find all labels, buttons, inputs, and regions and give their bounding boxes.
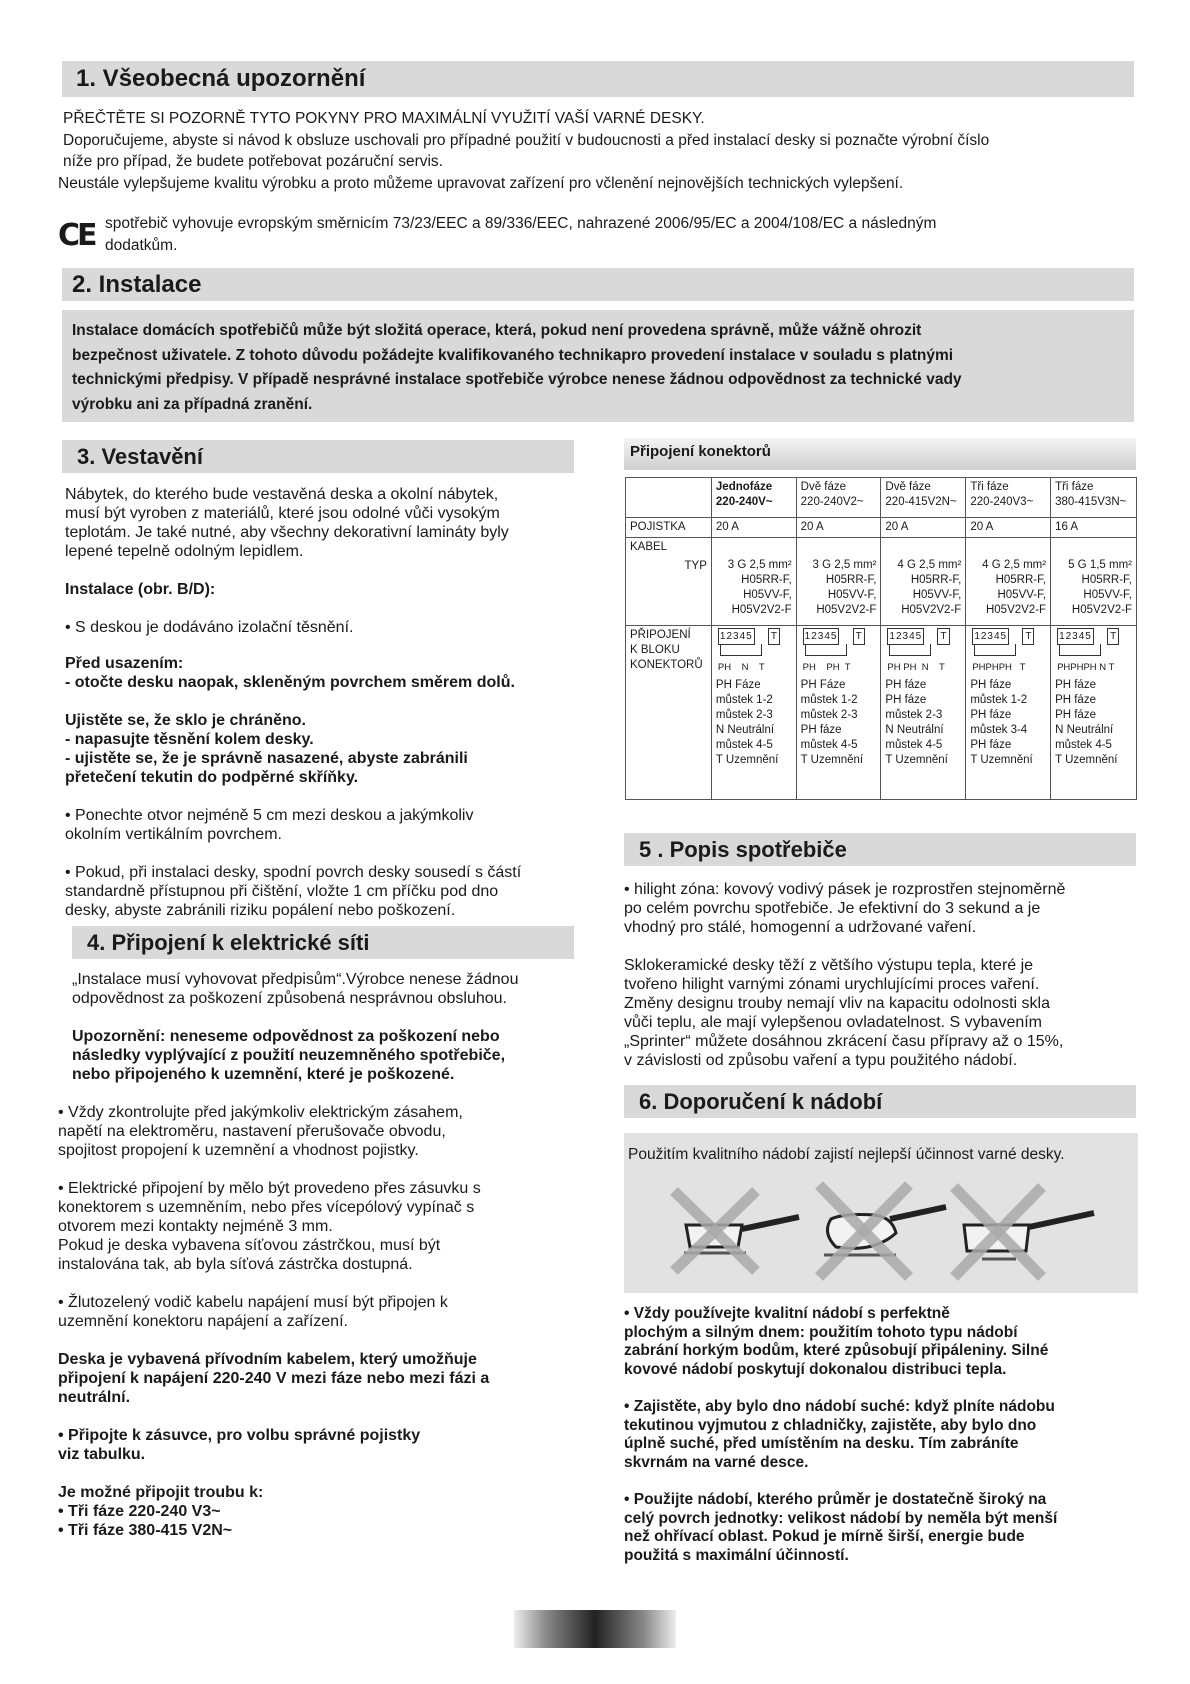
legend-line: T Uzemnění <box>715 754 779 766</box>
fuse-cell: 20 A <box>711 518 796 538</box>
s3-intro-line: Nábytek, do kterého bude vestavěná deska a okolní nábytek, <box>65 486 499 503</box>
connector-table <box>625 477 1137 800</box>
fuse-cell: 20 A <box>966 518 1051 538</box>
cable-type-line: H05VV-F, <box>997 589 1047 601</box>
cable-type-cell <box>1051 538 1137 626</box>
s5-glass-line: „Sprinter“ můžete dosáhnou zkrácení času přípravy až o 15%, <box>624 1033 1064 1050</box>
section-5-header <box>624 833 1136 866</box>
s4-socket-line: instalována tak, ab byla síťová zástrčka dostupná. <box>58 1256 413 1273</box>
wrong-pan-icon <box>624 1173 1138 1293</box>
cable-type-line: H05VV-F, <box>912 589 962 601</box>
bridge-lines <box>974 644 1016 656</box>
legend-line: PH fáze <box>885 679 927 691</box>
s5-glass-line: tvořeno hilight varnými zónami urychlujícími proces vaření. <box>624 976 1040 993</box>
cable-type-line: H05RR-F, <box>825 574 877 586</box>
cable-type-line: H05VV-F, <box>743 589 792 601</box>
legend-line: T Uzemnění <box>800 754 864 766</box>
s3-glass-line: přetečení tekutin do podpěrné skříňky. <box>65 769 359 786</box>
section-4-body <box>58 1103 588 1540</box>
block-cell <box>966 626 1051 800</box>
legend-line: T Uzemnění <box>885 754 948 766</box>
ce-mark-icon: CE <box>58 218 95 253</box>
legend-line: můstek 2-3 <box>715 709 773 721</box>
pan-2 <box>819 1185 946 1277</box>
header-line: 380-415V3N~ <box>1055 496 1127 508</box>
page-number-tab <box>514 1610 676 1648</box>
connector-title-text: Připojení konektorů <box>630 443 771 460</box>
legend-line: můstek 4-5 <box>800 739 858 751</box>
s3-intro-line: lepené tepelně odolným lepidlem. <box>65 543 304 560</box>
block-label-line: KONEKTORŮ <box>630 659 703 671</box>
block-label-line: K BLOKU <box>630 644 680 656</box>
s4-cable-line: Deska je vybavená přívodním kabelem, který umožňuje <box>58 1351 477 1368</box>
cable-type-line: 4 G 2,5 mm² <box>982 559 1047 571</box>
cable-label-cell <box>626 538 712 626</box>
s1-line: Neustále vylepšujeme kvalitu výrobku a proto můžeme upravovat zařízení pro včlenění nejnovějších technických vylepšení. <box>58 174 904 192</box>
s4-warning-line: následky vyplývající z použití neuzemněného spotřebiče, <box>72 1047 506 1064</box>
s4-oven-line: • Tři fáze 220-240 V3~ <box>58 1503 221 1520</box>
s3-intro-line: musí být vyroben z materiálů, které jsou odolné vůči vysokým <box>65 505 500 522</box>
legend-line: T Uzemnění <box>1055 754 1118 766</box>
s4-warning-line: Upozornění: neneseme odpovědnost za poškození nebo <box>72 1028 500 1045</box>
legend-line: můstek 3-4 <box>970 724 1028 736</box>
section-6-header <box>624 1085 1136 1118</box>
table-cell-empty <box>626 478 712 518</box>
section-2-title: 2. Instalace <box>72 271 202 298</box>
cable-type-cell <box>881 538 966 626</box>
cookware-banner <box>624 1133 1138 1293</box>
table-row <box>626 518 1137 538</box>
legend-line: můstek 4-5 <box>1055 739 1112 751</box>
legend-line: PH fáze <box>970 709 1012 721</box>
s1-line: PŘEČTĚTE SI POZORNĚ TYTO POKYNY PRO MAXIMÁLNÍ VYUŽITÍ VAŠÍ VARNÉ DESKY. <box>63 110 705 127</box>
pan-3 <box>954 1187 1094 1277</box>
legend-line: N Neutrální <box>885 724 944 736</box>
s6-p2-line: • Zajistěte, aby bylo dno nádobí suché: když plníte nádobu <box>624 1398 1055 1415</box>
cable-type-line: 4 G 2,5 mm² <box>897 559 962 571</box>
s3-glass-line: Ujistěte se, že sklo je chráněno. <box>65 712 306 729</box>
section-1-body <box>58 108 1138 194</box>
section-1-title: 1. Všeobecná upozornění <box>76 65 366 92</box>
s4-socket-line: otvorem mezi kontakty nejméně 3 mm. <box>58 1218 333 1235</box>
s6-p3-line: celý povrch jednotky: velikost nádobí by neměla být menší <box>624 1509 1058 1527</box>
s3-before-item: - otočte desku naopak, skleněným povrchem směrem dolů. <box>65 674 515 691</box>
banner-text: Použitím kvalitního nádobí zajistí nejlepší účinnost varné desky. <box>628 1146 1065 1163</box>
header-line: 220-240V2~ <box>800 496 864 508</box>
cable-type-line: H05RR-F, <box>741 574 792 586</box>
header-line: 220-415V2N~ <box>885 496 957 508</box>
s3-gap-line: • Ponechte otvor nejméně 5 cm mezi deskou a jakýmkoliv <box>65 807 474 824</box>
cable-type-line: H05V2V2-F <box>901 604 962 616</box>
cable-type-cell <box>711 538 796 626</box>
block-label-line: PŘIPOJENÍ <box>630 629 691 641</box>
s3-seal: • S deskou je dodáváno izolační těsnění. <box>65 619 354 636</box>
section-6-body <box>624 1305 1144 1565</box>
table-header-cell <box>711 478 796 518</box>
legend-line: PH fáze <box>1055 694 1096 706</box>
diagram-label: PHPHPH N T <box>1057 662 1115 673</box>
s4-earth-line: • Žlutozelený vodič kabelu napájení musí být připojen k <box>58 1294 448 1311</box>
s6-p1-line: kovové nádobí poskytují dokonalou distribuci tepla. <box>624 1360 1007 1378</box>
s3-bottom-line: • Pokud, při instalaci desky, spodní povrch desky sousedí s částí <box>65 864 522 881</box>
s6-p1-line: plochým a silným dnem: použitím tohoto typu nádobí <box>624 1323 1018 1341</box>
s6-p3-line: než ohřívací oblast. Pokud je mírně širší, energie bude <box>624 1528 1025 1545</box>
s6-p2-line: úplně suché, před umístěním na desku. Tím zabráníte <box>624 1435 1019 1452</box>
legend-line: PH fáze <box>970 679 1012 691</box>
legend-line: PH Fáze <box>715 679 761 691</box>
legend-line: PH fáze <box>1055 709 1096 721</box>
cable-type-line: H05V2V2-F <box>985 604 1047 616</box>
terminal-digits: 12345 <box>972 628 1009 645</box>
section-4-header <box>72 926 574 959</box>
section-2-box <box>62 310 1134 422</box>
cable-type-line: H05V2V2-F <box>816 604 877 616</box>
s3-before-head: Před usazením: <box>65 655 184 672</box>
section-3-title: 3. Vestavění <box>77 444 203 469</box>
s5-glass-line: v závislosti od způsobu vaření a typu použitého nádobí. <box>624 1052 1018 1069</box>
s4-cable-line: neutrální. <box>58 1389 131 1406</box>
s4-cable-line: připojení k napájení 220-240 V mezi fáze nebo mezi fázi a <box>58 1370 490 1387</box>
table-row <box>626 478 1137 518</box>
legend-line: můstek 1-2 <box>715 694 773 706</box>
s4-check-line: napětí na elektroměru, nastavení přerušovače obvodu, <box>58 1123 446 1140</box>
table-header-cell <box>796 478 881 518</box>
header-line: Dvě fáze <box>800 481 847 493</box>
legend-line: PH fáze <box>885 694 927 706</box>
cable-type-line: H05RR-F, <box>910 574 962 586</box>
legend-line: N Neutrální <box>715 724 775 736</box>
s4-quote-line: odpovědnost za poškození způsobená nesprávnou obsluhou. <box>72 990 507 1007</box>
cable-type-line: H05V2V2-F <box>1071 604 1132 616</box>
cable-type-line: 3 G 2,5 mm² <box>727 559 792 571</box>
type-label: TYP <box>684 560 707 572</box>
block-cell <box>796 626 881 800</box>
section-4-title: 4. Připojení k elektrické síti <box>87 930 370 955</box>
terminal-t: T <box>1022 628 1034 645</box>
legend-line: můstek 2-3 <box>800 709 858 721</box>
s4-socket-line: • Elektrické připojení by mělo být provedeno přes zásuvku s <box>58 1180 481 1197</box>
diagram-label: PH N T <box>717 662 765 673</box>
s4-oven-line: Je možné připojit troubu k: <box>58 1484 264 1501</box>
cable-label: KABEL <box>630 541 668 553</box>
header-line: Tři fáze <box>970 481 1009 493</box>
terminal-digits: 12345 <box>887 628 924 645</box>
cable-type-cell <box>796 538 881 626</box>
diagram-label: PH PH N T <box>887 662 945 673</box>
table-row <box>626 626 1137 800</box>
bridge-lines <box>720 644 762 656</box>
block-cell <box>881 626 966 800</box>
s3-intro-line: teplotám. Je také nutné, aby všechny dekorativní lamináty byly <box>65 524 509 541</box>
header-line: 220-240V~ <box>715 496 773 508</box>
s3-install-head: Instalace (obr. B/D): <box>65 581 216 598</box>
s2-line: bezpečnost uživatele. Z tohoto důvodu požádejte kvalifikovaného technikapro provedení instalace v souladu s platnými <box>72 346 954 364</box>
bridge-lines <box>805 644 847 656</box>
legend-line: N Neutrální <box>1055 724 1114 736</box>
cable-type-line: H05VV-F, <box>1083 589 1132 601</box>
terminal-diagram <box>970 628 1046 678</box>
s3-bottom-line: standardně přístupnou při čištění, vložte 1 cm příčku pod dno <box>65 883 499 900</box>
s6-p2-line: tekutinou vyjmutou z chladničky, zajistěte, aby bylo dno <box>624 1416 1037 1434</box>
s6-p3-line: použitá s maximální účinností. <box>624 1546 849 1564</box>
fuse-cell: 20 A <box>881 518 966 538</box>
section-3-body <box>65 485 585 920</box>
s5-glass-line: Sklokeramické desky těží z většího výstupu tepla, které je <box>624 957 1034 974</box>
s2-line: technickými předpisy. V případě nesprávné instalace spotřebiče výrobce nenese žádnou odpovědnost za technické vady <box>72 371 962 388</box>
s5-hilight-line: po celém povrchu spotřebiče. Je efektivní do 3 sekund a je <box>624 900 1041 917</box>
block-cell <box>711 626 796 800</box>
s5-hilight-line: • hilight zóna: kovový vodivý pásek je rozprostřen stejnoměrně <box>624 881 1066 898</box>
s4-earth-line: uzemnění konektoru napájení a zařízení. <box>58 1313 348 1330</box>
terminal-diagram <box>716 628 792 678</box>
cable-type-line: H05VV-F, <box>827 589 877 601</box>
table-row <box>626 538 1137 626</box>
section-5-title: 5 . Popis spotřebiče <box>639 837 847 862</box>
block-cell <box>1051 626 1137 800</box>
diagram-label: PHPHPH T <box>972 662 1026 673</box>
cable-type-line: 5 G 1,5 mm² <box>1068 559 1132 571</box>
ce-line: spotřebič vyhovuje evropským směrnicím 73/23/EEC a 89/336/EEC, nahrazené 2006/95/EC a 2004/108/EC a následným <box>105 215 937 232</box>
s5-glass-line: Změny designu trouby nemají vliv na kapacitu odolnosti skla <box>624 995 1050 1012</box>
legend-line: můstek 2-3 <box>885 709 943 721</box>
legend-line: PH fáze <box>1055 679 1096 691</box>
terminal-diagram <box>885 628 961 678</box>
terminal-t: T <box>853 628 865 645</box>
s4-check-line: • Vždy zkontrolujte před jakýmkoliv elektrickým zásahem, <box>58 1104 463 1121</box>
ce-text <box>105 213 1135 257</box>
s6-p1-line: • Vždy používejte kvalitní nádobí s perfektně <box>624 1305 950 1322</box>
s3-glass-line: - napasujte těsnění kolem desky. <box>65 731 314 748</box>
legend-line: můstek 1-2 <box>800 694 858 706</box>
s4-socket-line: Pokud je deska vybavena síťovou zástrčkou, musí být <box>58 1237 441 1254</box>
section-4-warning <box>72 1027 592 1084</box>
fuse-cell: 16 A <box>1051 518 1137 538</box>
terminal-t: T <box>768 628 780 645</box>
s4-check-line: spojitost propojení k uzemnění a vhodnost pojistky. <box>58 1142 419 1159</box>
terminal-t: T <box>937 628 949 645</box>
cable-type-cell <box>966 538 1051 626</box>
section-3-header <box>62 440 574 473</box>
section-5-body <box>624 880 1144 1070</box>
s3-gap-line: okolním vertikálním povrchem. <box>65 826 282 843</box>
diagram-label: PH PH T <box>802 662 851 673</box>
header-line: Tři fáze <box>1055 481 1094 493</box>
cable-type-line: H05RR-F, <box>1081 574 1132 586</box>
section-1-header <box>62 61 1134 97</box>
s6-p1-line: zabrání horkým bodům, které způsobují připáleniny. Silné <box>624 1342 1049 1359</box>
legend-line: můstek 1-2 <box>970 694 1028 706</box>
legend-line: PH fáze <box>970 739 1012 751</box>
connector-table-title <box>624 438 1136 470</box>
cable-type-line: H05RR-F, <box>995 574 1047 586</box>
s1-line: Doporučujeme, abyste si návod k obsluze uschovali pro případné použití v budoucnosti a před instalací desky si poznačte výrobní číslo <box>63 131 990 149</box>
s6-p3-line: • Použijte nádobí, kterého průměr je dostatečně široký na <box>624 1491 1047 1508</box>
table-header-cell <box>966 478 1051 518</box>
s2-line: výrobku ani za případná zranění. <box>72 395 313 413</box>
legend-line: PH Fáze <box>800 679 846 691</box>
s4-quote-line: „Instalace musí vyhovovat předpisům“.Výrobce nenese žádnou <box>72 971 519 988</box>
block-label-cell <box>626 626 712 800</box>
s3-bottom-line: desky, abyste zabránili riziku popálení nebo poškození. <box>65 902 456 919</box>
table-header-cell <box>881 478 966 518</box>
header-line: Jednofáze <box>715 481 773 493</box>
s5-glass-line: vůči teplu, ale mají vylepšenou ovladatelnost. S vybavením <box>624 1014 1043 1031</box>
s2-line: Instalace domácích spotřebičů může být složitá operace, která, pokud není provedena správně, může vážně ohrozit <box>72 322 922 339</box>
terminal-diagram <box>801 628 877 678</box>
table-header-cell <box>1051 478 1137 518</box>
s4-warning-line: nebo připojeného k uzemnění, které je poškozené. <box>72 1066 455 1083</box>
bridge-lines <box>1059 644 1101 656</box>
s4-oven-line: • Tři fáze 380-415 V2N~ <box>58 1522 233 1539</box>
s6-p2-line: skvrnám na varné desce. <box>624 1453 809 1471</box>
s3-glass-line: - ujistěte se, že je správně nasazené, abyste zabránili <box>65 750 468 767</box>
header-line: Dvě fáze <box>885 481 931 493</box>
fuse-label: POJISTKA <box>626 518 712 538</box>
terminal-digits: 12345 <box>803 628 840 645</box>
legend-line: PH fáze <box>800 724 842 736</box>
terminal-t: T <box>1107 628 1119 645</box>
legend-line: můstek 4-5 <box>715 739 773 751</box>
terminal-digits: 12345 <box>1057 628 1094 645</box>
section-6-title: 6. Doporučení k nádobí <box>639 1089 883 1114</box>
s4-fuse-line: • Připojte k zásuvce, pro volbu správné pojistky <box>58 1427 421 1444</box>
section-4-quote <box>72 970 592 1008</box>
s5-hilight-line: vhodný pro stálé, homogenní a udržované vaření. <box>624 919 977 936</box>
s1-line: níže pro případ, že budete potřebovat pozáruční servis. <box>63 153 443 170</box>
terminal-digits: 12345 <box>718 628 755 645</box>
fuse-cell: 20 A <box>796 518 881 538</box>
cable-type-line: H05V2V2-F <box>731 604 792 616</box>
header-line: 220-240V3~ <box>970 496 1034 508</box>
cable-type-line: 3 G 2,5 mm² <box>812 559 877 571</box>
section-2-header <box>62 268 1134 301</box>
s4-fuse-line: viz tabulku. <box>58 1446 146 1463</box>
bridge-lines <box>889 644 931 656</box>
legend-line: můstek 4-5 <box>885 739 943 751</box>
terminal-diagram <box>1055 628 1132 678</box>
pan-1 <box>674 1191 799 1271</box>
s4-socket-line: konektorem s uzemněním, nebo přes vícepólový vypínač s <box>58 1199 475 1216</box>
ce-line: dodatkům. <box>105 237 178 254</box>
legend-line: T Uzemnění <box>970 754 1033 766</box>
